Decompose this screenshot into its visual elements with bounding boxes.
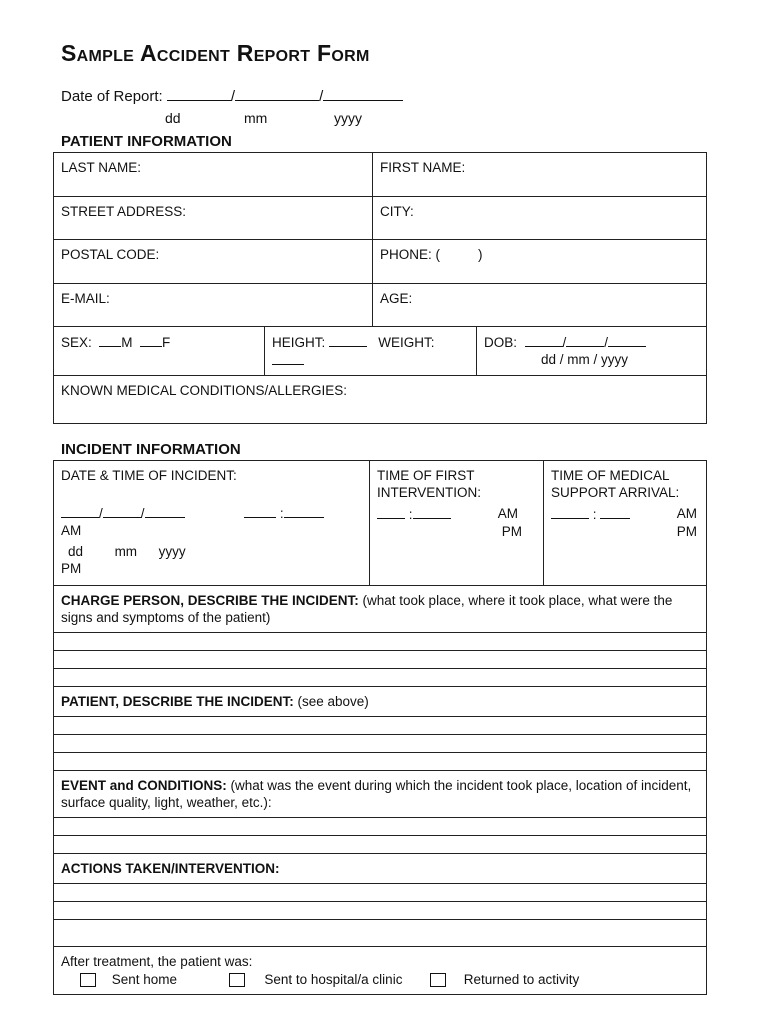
sex-label: SEX: bbox=[61, 335, 92, 350]
event-conditions-description bbox=[54, 771, 707, 818]
event-conditions-hint: (what was the event during which the incident took place, location of incident, surface quality, light, weather, etc.): bbox=[61, 778, 692, 810]
intervention-minute-blank[interactable] bbox=[413, 505, 451, 519]
patient-description bbox=[54, 687, 707, 717]
dob-day-blank[interactable] bbox=[525, 333, 563, 347]
last-name-label: LAST NAME: bbox=[61, 160, 142, 175]
actions-line-1[interactable] bbox=[54, 884, 707, 902]
sent-hospital-checkbox[interactable] bbox=[229, 973, 245, 987]
first-intervention-field[interactable]: TIME OF FIRST INTERVENTION: : AM PM bbox=[370, 461, 544, 586]
sent-home-checkbox[interactable] bbox=[80, 973, 96, 987]
incident-day-blank[interactable] bbox=[61, 504, 99, 518]
date-sub-dd: dd bbox=[165, 110, 181, 126]
patient-describe-label: PATIENT, DESCRIBE THE INCIDENT: bbox=[61, 694, 294, 709]
arrival-minute-blank[interactable] bbox=[600, 505, 630, 519]
weight-label: WEIGHT: bbox=[378, 335, 435, 350]
medical-arrival-field[interactable]: TIME OF MEDICAL SUPPORT ARRIVAL: : AM PM bbox=[544, 461, 707, 586]
charge-person-hint: (what took place, where it took place, what were the signs and symptoms of the patient) bbox=[61, 593, 673, 625]
report-day-field[interactable] bbox=[167, 87, 231, 101]
dob-month-blank[interactable] bbox=[566, 333, 604, 347]
street-address-label: STREET ADDRESS: bbox=[61, 204, 187, 219]
charge-line-2[interactable] bbox=[54, 651, 707, 669]
email-field[interactable] bbox=[54, 284, 373, 327]
report-month-field[interactable] bbox=[235, 87, 319, 101]
last-name-field[interactable] bbox=[54, 153, 373, 197]
city-field[interactable] bbox=[373, 197, 707, 240]
incident-year-blank[interactable] bbox=[145, 504, 185, 518]
sex-field[interactable] bbox=[54, 327, 265, 376]
charge-person-label: CHARGE PERSON, DESCRIBE THE INCIDENT: bbox=[61, 593, 359, 608]
dob-year-blank[interactable] bbox=[608, 333, 646, 347]
incident-minute-blank[interactable] bbox=[284, 504, 324, 518]
incident-date-time-field[interactable]: DATE & TIME OF INCIDENT: / / : AM dd mm yyyy PM bbox=[54, 461, 370, 586]
date-sub-mm: mm bbox=[244, 110, 268, 126]
dob-field[interactable]: DOB: / / dd / mm / yyyy bbox=[477, 327, 707, 376]
intervention-am: AM bbox=[497, 506, 518, 521]
sex-f-label: F bbox=[162, 335, 171, 350]
email-label: E-MAIL: bbox=[61, 291, 110, 306]
medical-conditions-label: KNOWN MEDICAL CONDITIONS/ALLERGIES: bbox=[61, 383, 348, 398]
first-name-field[interactable] bbox=[373, 153, 707, 197]
sex-f-blank[interactable] bbox=[140, 333, 162, 347]
arrival-am: AM bbox=[676, 506, 697, 521]
incident-info-table bbox=[53, 460, 707, 995]
actions-line-2[interactable] bbox=[54, 902, 707, 920]
dob-sub: dd / mm / yyyy bbox=[541, 352, 629, 367]
patient-line-1[interactable] bbox=[54, 717, 707, 735]
event-line-2[interactable] bbox=[54, 836, 707, 854]
event-conditions-label: EVENT and CONDITIONS: bbox=[61, 778, 227, 793]
patient-describe-hint: (see above) bbox=[293, 694, 369, 709]
date-sub-yyyy: yyyy bbox=[334, 110, 362, 126]
incident-info-heading: INCIDENT INFORMATION bbox=[61, 441, 241, 458]
dob-label: DOB: bbox=[484, 335, 518, 350]
patient-line-2[interactable] bbox=[54, 735, 707, 753]
charge-person-description bbox=[54, 586, 707, 633]
incident-hour-blank[interactable] bbox=[244, 504, 276, 518]
age-field[interactable] bbox=[373, 284, 707, 327]
city-label: CITY: bbox=[380, 204, 414, 219]
sent-hospital-label: Sent to hospital/a clinic bbox=[264, 972, 403, 987]
incident-sub-dd: dd bbox=[68, 544, 84, 559]
first-intervention-label: TIME OF FIRST INTERVENTION: bbox=[377, 468, 482, 500]
intervention-pm: PM bbox=[501, 524, 522, 539]
street-address-field[interactable] bbox=[54, 197, 373, 240]
postal-code-field[interactable] bbox=[54, 240, 373, 284]
first-name-label: FIRST NAME: bbox=[380, 160, 466, 175]
after-treatment-section bbox=[54, 947, 707, 995]
incident-sub-mm: mm bbox=[114, 544, 138, 559]
incident-pm: PM bbox=[61, 561, 82, 576]
phone-close: ) bbox=[478, 247, 483, 262]
sex-m-label: M bbox=[121, 335, 133, 350]
patient-line-3[interactable] bbox=[54, 753, 707, 771]
phone-label: PHONE: ( bbox=[380, 247, 441, 262]
incident-am: AM bbox=[61, 523, 82, 538]
sent-home-label: Sent home bbox=[111, 972, 178, 987]
height-blank[interactable] bbox=[329, 333, 367, 347]
returned-activity-label: Returned to activity bbox=[463, 972, 580, 987]
incident-sub-yyyy: yyyy bbox=[158, 544, 186, 559]
event-line-1[interactable] bbox=[54, 818, 707, 836]
date-of-report: Date of Report: / / bbox=[61, 87, 403, 105]
date-of-report-label: Date of Report: bbox=[61, 88, 163, 105]
height-weight-field[interactable] bbox=[265, 327, 477, 376]
arrival-pm: PM bbox=[676, 524, 697, 539]
age-label: AGE: bbox=[380, 291, 413, 306]
medical-arrival-label: TIME OF MEDICAL SUPPORT ARRIVAL: bbox=[551, 468, 680, 500]
charge-line-1[interactable] bbox=[54, 633, 707, 651]
actions-taken-label: ACTIONS TAKEN/INTERVENTION: bbox=[61, 861, 280, 876]
report-year-field[interactable] bbox=[323, 87, 403, 101]
arrival-hour-blank[interactable] bbox=[551, 505, 589, 519]
incident-month-blank[interactable] bbox=[103, 504, 141, 518]
patient-info-table bbox=[53, 152, 707, 424]
intervention-hour-blank[interactable] bbox=[377, 505, 405, 519]
after-treatment-label: After treatment, the patient was: bbox=[61, 954, 253, 969]
medical-conditions-field[interactable] bbox=[54, 376, 707, 424]
page-title: Sample Accident Report Form bbox=[61, 40, 370, 66]
weight-blank[interactable] bbox=[272, 351, 304, 365]
returned-activity-checkbox[interactable] bbox=[430, 973, 446, 987]
incident-date-time-label: DATE & TIME OF INCIDENT: bbox=[61, 468, 237, 483]
sex-m-blank[interactable] bbox=[99, 333, 121, 347]
phone-field[interactable] bbox=[373, 240, 707, 284]
actions-taken-description bbox=[54, 854, 707, 884]
height-label: HEIGHT: bbox=[272, 335, 326, 350]
postal-code-label: POSTAL CODE: bbox=[61, 247, 160, 262]
actions-line-3[interactable] bbox=[54, 920, 707, 947]
charge-line-3[interactable] bbox=[54, 669, 707, 687]
patient-info-heading: PATIENT INFORMATION bbox=[61, 133, 232, 150]
